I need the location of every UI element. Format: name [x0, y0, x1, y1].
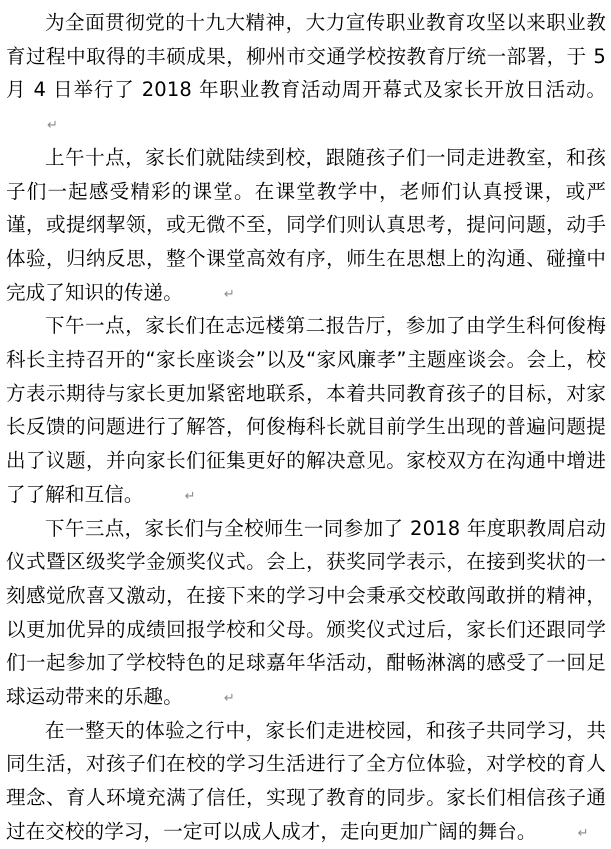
paragraph-mark-icon: ↵	[223, 286, 235, 302]
paragraph-three-pm	[6, 512, 606, 714]
paragraph-mark-icon: ↵	[47, 118, 59, 134]
paragraph-mark-icon: ↵	[184, 488, 196, 504]
paragraph-conclusion	[6, 714, 606, 849]
paragraph-text: 上午十点，家长们就陆续到校，跟随孩子们一同走进教室，和孩子们一起感受精彩的课堂。在课堂教学中，老师们认真授课，或严谨，或提纲挈领，或无微不至，同学们则认真思考，提问问题，动手体验，归纳反思，整个课堂高效有序，师生在思想上的沟通、碰撞中完成了知识的传递。	[6, 145, 606, 304]
paragraph-one-pm	[6, 309, 606, 511]
paragraph-text: 在一整天的体验之行中，家长们走进校园，和孩子共同学习，共同生活，对孩子们在校的学习生活进行了全方位体验，对学校的育人理念、育人环境充满了信任，实现了教育的同步。家长们相信孩子通过在交校的学习，一定可以成人成才，走向更加广阔的舞台。	[6, 718, 606, 843]
paragraph-text: 下午三点，家长们与全校师生一同参加了 2018 年度职教周启动仪式暨区级奖学金颁奖仪式。会上，获奖同学表示，在接到奖状的一刻感觉欣喜又激动，在接下来的学习中会秉承交校敢闯敢拼的精神，以更加优异的成绩回报学校和父母。颁奖仪式过后，家长们还跟同学们一起参加了学校特色的足球嘉年华活动，酣畅淋漓的感受了一回足球运动带来的乐趣。	[6, 516, 606, 709]
paragraph-morning	[6, 141, 606, 310]
paragraph-intro	[6, 6, 606, 141]
document-body	[6, 6, 606, 849]
paragraph-mark-icon: ↵	[577, 825, 589, 841]
paragraph-text: 下午一点，家长们在志远楼第二报告厅，参加了由学生科何俊梅科长主持召开的“家长座谈会”以及“家风廉孝”主题座谈会。会上，校方表示期待与家长更加紧密地联系，本着共同教育孩子的目标，对家长反馈的问题进行了解答，何俊梅科长就目前学生出现的普遍问题提出了议题，并向家长们征集更好的解决意见。家校双方在沟通中增进了了解和互信。	[6, 314, 606, 506]
paragraph-text: 为全面贯彻党的十九大精神，大力宣传职业教育攻坚以来职业教育过程中取得的丰硕成果，柳州市交通学校按教育厅统一部署，于 5 月 4 日举行了 2018 年职业教育活动周开幕式及家长开放日活动。	[6, 11, 606, 102]
paragraph-mark-icon: ↵	[223, 691, 235, 707]
